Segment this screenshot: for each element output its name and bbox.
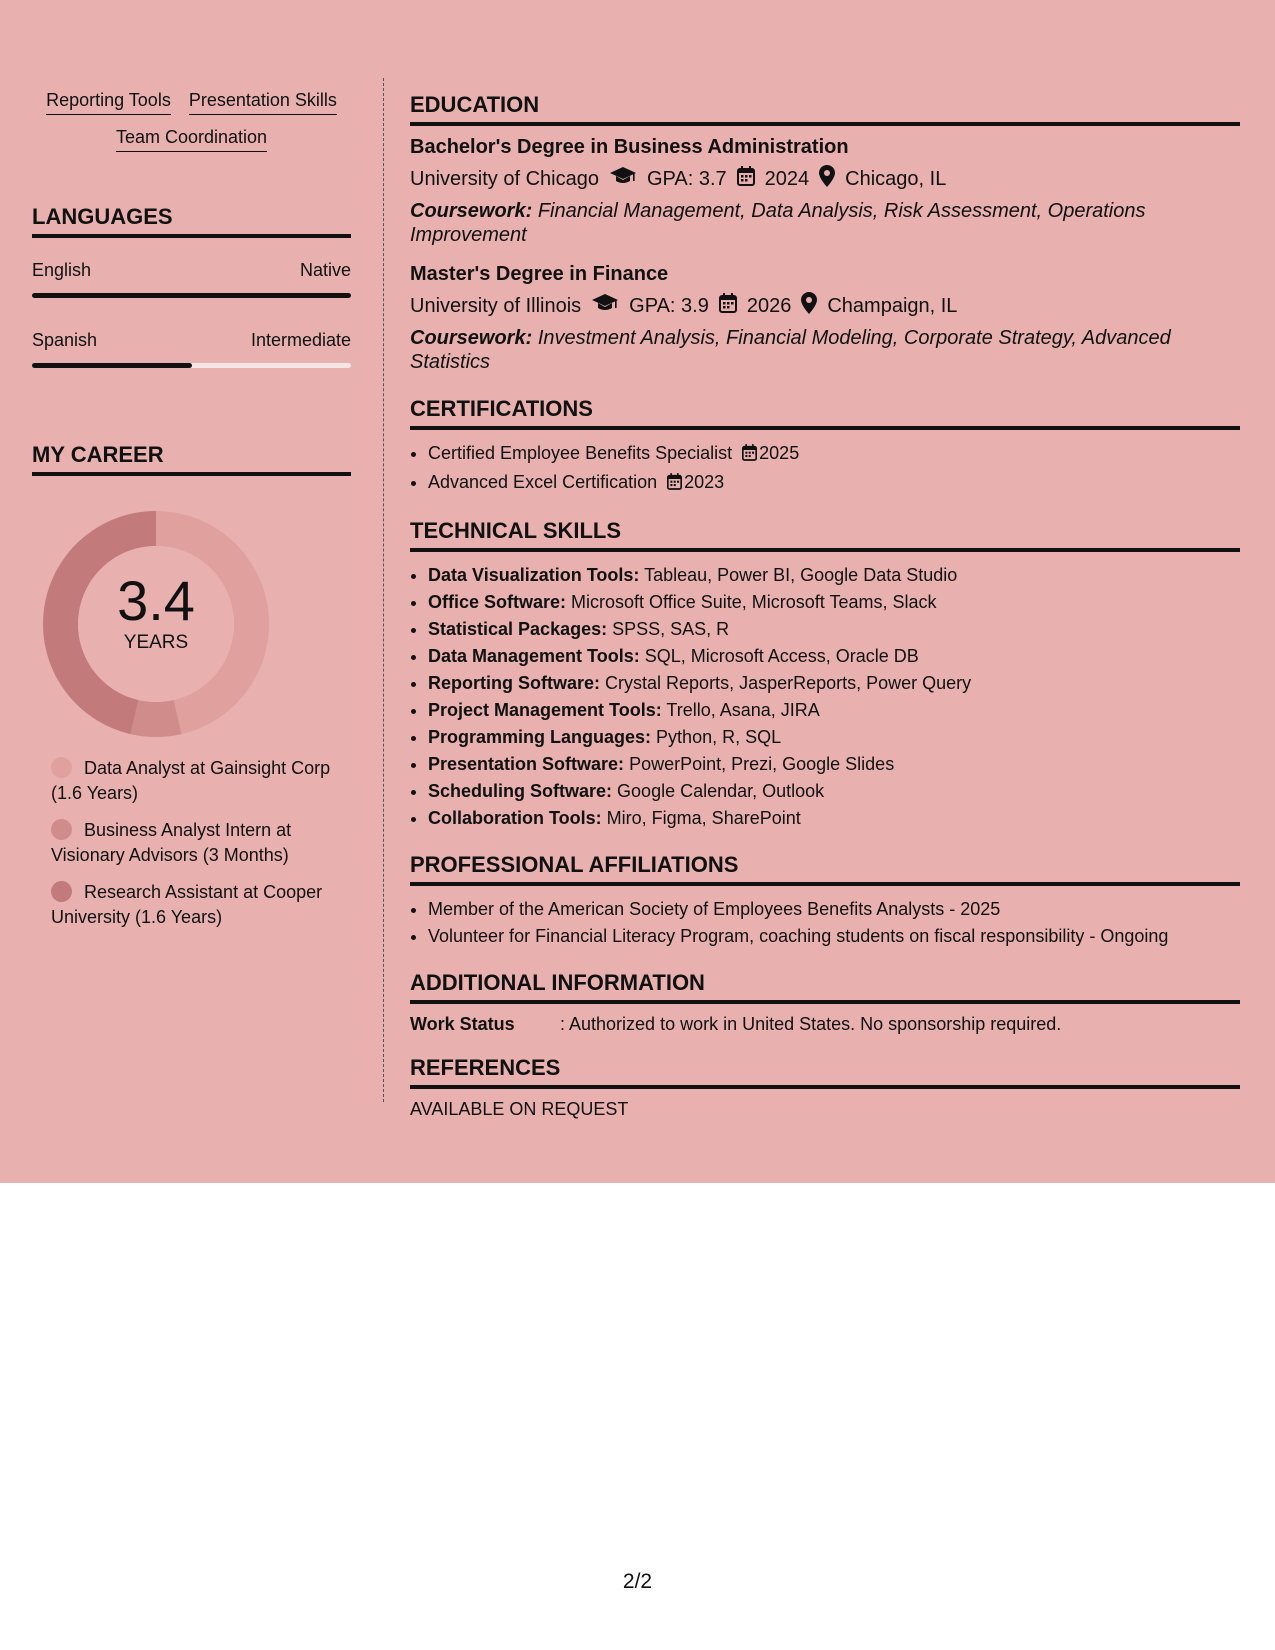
career-legend-item: Data Analyst at Gainsight Corp (1.6 Years) — [51, 758, 331, 803]
languages-section — [32, 204, 351, 368]
school-location: Champaign, IL — [827, 294, 958, 317]
career-heading: MY CAREER — [32, 442, 351, 476]
language-bar — [32, 293, 351, 298]
location-pin-icon — [819, 165, 835, 193]
certification-year: 2025 — [759, 443, 800, 463]
work-status-value: : Authorized to work in United States. No sponsorship required. — [560, 1014, 1062, 1034]
career-legend-item: Research Assistant at Cooper University (1.6 Years) — [51, 882, 323, 927]
graduation-year: 2024 — [764, 167, 810, 190]
skill-item: • Data Visualization Tools: Tableau, Power BI, Google Data Studio — [428, 562, 1240, 589]
references-heading: REFERENCES — [410, 1055, 1240, 1089]
calendar-icon — [719, 293, 737, 319]
skill-tag: Reporting Tools — [46, 88, 171, 115]
certification-year: 2023 — [684, 472, 725, 492]
page-number: 2/2 — [622, 1570, 653, 1593]
school-name: University of Illinois — [410, 294, 582, 317]
career-total-value: 3.4 — [117, 569, 195, 632]
school-name: University of Chicago — [410, 167, 599, 190]
career-donut — [32, 498, 351, 748]
education-heading: EDUCATION — [410, 92, 1240, 126]
coursework: Coursework: Financial Management, Data Analysis, Risk Assessment, Operations Improvement — [410, 200, 1146, 246]
work-status-label: Work Status — [410, 1014, 515, 1034]
calendar-icon — [742, 442, 757, 469]
skill-item: • Scheduling Software: Google Calendar, Outlook — [428, 778, 1240, 805]
language-bar-fill — [32, 363, 192, 368]
right-column — [410, 92, 1240, 1120]
certification-item: • Advanced Excel Certification 2023 — [428, 469, 1240, 498]
career-legend — [32, 756, 351, 930]
skill-tags — [32, 80, 351, 160]
references-text: AVAILABLE ON REQUEST — [410, 1099, 629, 1119]
language-level: Intermediate — [250, 330, 351, 350]
certifications-list — [410, 440, 1240, 498]
legend-dot — [51, 757, 72, 778]
degree-title: Master's Degree in Finance — [410, 263, 669, 285]
language-level: Native — [299, 260, 351, 280]
affiliation-item: • Volunteer for Financial Literacy Program, coaching students on fiscal responsibility - Ongoing — [428, 923, 1240, 950]
calendar-icon — [737, 166, 755, 192]
language-name: English — [32, 260, 92, 280]
calendar-icon — [667, 471, 682, 498]
skill-item: • Office Software: Microsoft Office Suite, Microsoft Teams, Slack — [428, 589, 1240, 616]
additional-info-heading: ADDITIONAL INFORMATION — [410, 970, 1240, 1004]
skill-item: • Reporting Software: Crystal Reports, JasperReports, Power Query — [428, 670, 1240, 697]
technical-skills-heading: TECHNICAL SKILLS — [410, 518, 1240, 552]
affiliations-heading: PROFESSIONAL AFFILIATIONS — [410, 852, 1240, 886]
affiliation-item: • Member of the American Society of Employees Benefits Analysts - 2025 — [428, 896, 1240, 923]
languages-heading: LANGUAGES — [32, 204, 351, 238]
language-item — [32, 330, 351, 368]
language-name: Spanish — [32, 330, 98, 350]
technical-skills-list — [410, 562, 1240, 832]
gpa: GPA: 3.7 — [646, 167, 727, 190]
skill-item: • Project Management Tools: Trello, Asana, JIRA — [428, 697, 1240, 724]
career-section — [32, 442, 351, 930]
graduation-cap-icon — [591, 293, 619, 319]
skill-item: • Presentation Software: PowerPoint, Prezi, Google Slides — [428, 751, 1240, 778]
affiliations-list — [410, 896, 1240, 950]
language-bar — [32, 363, 351, 368]
skill-item: • Data Management Tools: SQL, Microsoft Access, Oracle DB — [428, 643, 1240, 670]
education-item — [410, 136, 1240, 247]
school-location: Chicago, IL — [845, 167, 947, 190]
donut-segment-2 — [130, 700, 181, 737]
legend-dot — [51, 819, 72, 840]
skill-item: • Statistical Packages: SPSS, SAS, R — [428, 616, 1240, 643]
career-total-unit: YEARS — [123, 632, 189, 653]
graduation-year: 2026 — [746, 294, 792, 317]
degree-title: Bachelor's Degree in Business Administration — [410, 136, 849, 158]
location-pin-icon — [801, 292, 817, 320]
language-item — [32, 260, 351, 298]
legend-dot — [51, 881, 72, 902]
certifications-heading: CERTIFICATIONS — [410, 396, 1240, 430]
certification-item: • Certified Employee Benefits Specialist 2025 — [428, 440, 1240, 469]
skill-item: • Programming Languages: Python, R, SQL — [428, 724, 1240, 751]
graduation-cap-icon — [609, 166, 637, 192]
column-divider — [383, 78, 384, 1102]
education-item — [410, 263, 1240, 374]
language-bar-fill — [32, 293, 351, 298]
left-column — [32, 80, 351, 942]
skill-tag: Presentation Skills — [189, 88, 337, 115]
coursework: Coursework: Investment Analysis, Financial Modeling, Corporate Strategy, Advanced Statistics — [410, 327, 1171, 373]
skill-item: • Collaboration Tools: Miro, Figma, SharePoint — [428, 805, 1240, 832]
skill-tag: Team Coordination — [116, 125, 267, 152]
gpa: GPA: 3.9 — [629, 294, 709, 317]
career-legend-item: Business Analyst Intern at Visionary Advisors (3 Months) — [51, 820, 292, 865]
work-status-row — [410, 1014, 1240, 1035]
